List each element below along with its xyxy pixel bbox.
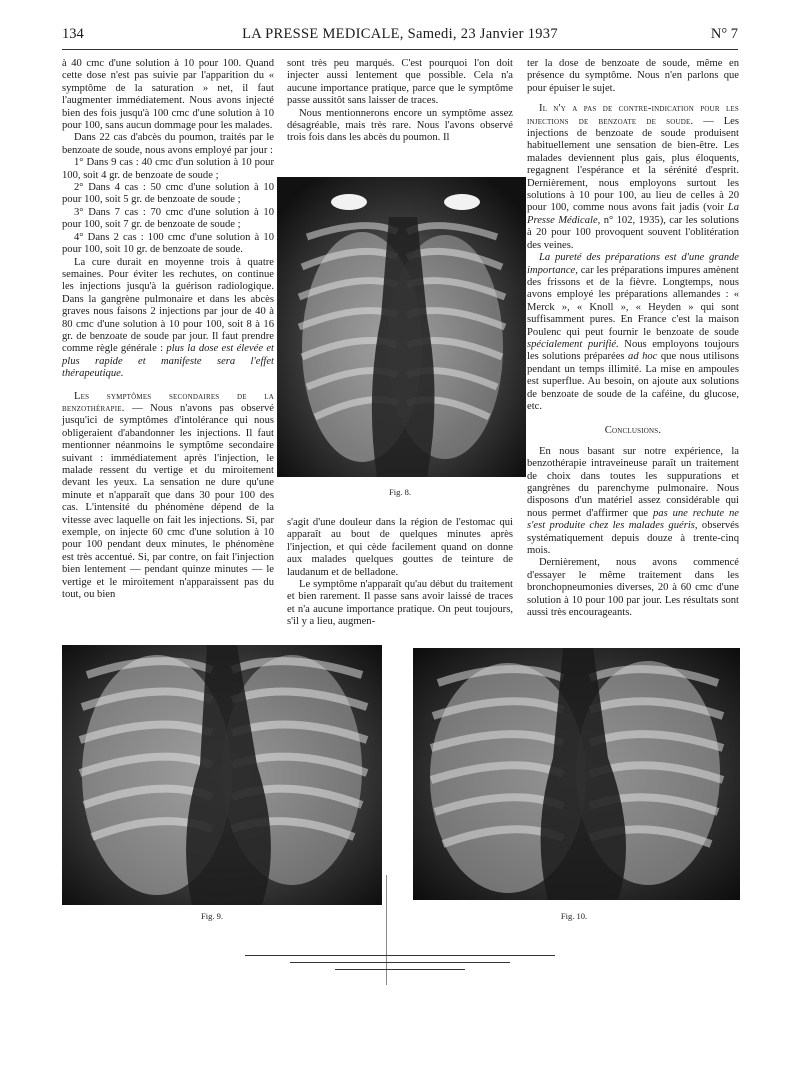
figure-9-caption: Fig. 9. <box>201 911 223 921</box>
figure-8-caption: Fig. 8. <box>389 487 411 497</box>
col1-list-item-4: 4° Dans 2 cas : 100 cmc d'une solution à 10 pour 100, soit 10 gr. de benzoate de soude. <box>62 231 274 256</box>
header-rule <box>62 49 738 50</box>
col3-paragraph-4: En nous basant sur notre expérience, la benzothérapie intraveineuse paraît un traitement de choix dans toutes les suppurations et gangrènes du parenchyme pulmonaire. Nous disposons d'un matériel assez considérable qui nous permet d'affirmer que pas une rechute ne s'est produite chez les malades guéris, observés systématiquement depuis douze à trente-cinq mois. <box>527 445 739 557</box>
column-1 <box>62 58 274 601</box>
col3-paragraph-5: Dernièrement, nous avons commencé d'essayer le même traitement dans les bronchopneumonies diverses, 20 à 60 cmc d'une solution à 10 pour 100 par jour. Les résultats sont aussi très encourageants. <box>527 557 739 619</box>
figure-10-caption: Fig. 10. <box>560 911 588 921</box>
col1-paragraph-3: La cure durait en moyenne trois à quatre semaines. Pour éviter les rechutes, on continue les injections jusqu'à la guérison radiologique. Dans la gangrène pulmonaire et dans les abcès graves nous faisons 2 injections par jour de 40 à 80 cmc d'une solution à 10 pour 100, soit 8 à 16 gr. de benzoate de soude par jour. Il faut prendre comme règle générale : plus la dose est élevée et plus rapide et manifeste sera l'effet thérapeutique. <box>62 256 274 380</box>
figure-10-xray <box>413 648 740 900</box>
col1-paragraph-2: Dans 22 cas d'abcès du poumon, traités par le benzoate de soude, nous avons employé par jour : <box>62 132 274 156</box>
section-heading-conclusions: Conclusions. <box>604 425 662 437</box>
col2-paragraph-3: s'agit d'une douleur dans la région de l'estomac qui apparaît au bout de quelques minutes après l'injection, et qui cède facilement quand on donne aux malades quelques gouttes de teinture de laudanum et de belladone. <box>287 517 513 578</box>
chest-xray-image <box>413 648 740 900</box>
page-number: 134 <box>62 26 84 42</box>
col3-paragraph-1: ter la dose de benzoate de soude, même en présence du symptôme. Nous n'en parlons que pour épuiser le sujet. <box>527 58 739 94</box>
chest-xray-image <box>277 177 526 477</box>
column-2-top <box>287 58 513 145</box>
col1-list-item-2: 2° Dans 4 cas : 50 cmc d'une solution à 10 pour 100, soit 5 gr. de benzoate de soude ; <box>62 182 274 206</box>
italic-rule: plus la dose est élevée et plus rapide et manifeste sera l'effet thérapeutique. <box>62 343 274 380</box>
issue-number: N° 7 <box>710 26 738 42</box>
col1-paragraph-1: à 40 cmc d'une solution à 10 pour 100. Quand cette dose n'est pas suivie par l'apparition du « symptôme de la saturation » net, il faut l'augmenter immédiatement. Nous avons injecté bien des fois jusqu'à 100 cmc d'une solution à 10 pour 100, sans aucun dommage pour les malades. <box>62 58 274 132</box>
figure-8-xray <box>277 177 526 477</box>
col2-paragraph-4: Le symptôme n'apparaît qu'au début du traitement et bien rarement. Il passe sans avoir laissé de traces et n'a aucune importance pratique. On peut toujours, s'il y a lieu, augmen- <box>287 579 513 628</box>
section-heading-no-contraindication: Il n'y a pas de contre-indication pour les injections de benzoate de soude. <box>527 103 739 127</box>
col1-list-item-3: 3° Dans 7 cas : 70 cmc d'une solution à 10 pour 100, soit 7 gr. de benzoate de soude ; <box>62 206 274 231</box>
col2-paragraph-1: sont très peu marqués. C'est pourquoi l'on doit injecter aussi lentement que possible. Cela n'a aucune importance pratique, parce que le symptôme passe aussitôt sans laisser de traces. <box>287 58 513 107</box>
section-heading-side-effects: Les symptômes secondaires de la benzothérapie. <box>62 390 274 414</box>
end-rule-3 <box>335 969 465 970</box>
journal-title: LA PRESSE MEDICALE, Samedi, 23 Janvier 1937 <box>242 26 558 42</box>
running-header <box>62 26 738 48</box>
col3-paragraph-2: Il n'y a pas de contre-indication pour les injections de benzoate de soude. — Les injections de benzoate de soude produisent habituellement une sensation de bien-être. Les malades deviennent plus gais, plus éloquents, regagnent l'espérance et la sérénité d'esprit. Dernièrement, nous employons surtout les solutions à 10 pour 100, au lieu de celles à 20 pour 100, comme nous avons fait jadis (voir La Presse Médicale, n° 102, 1935), car les solutions à 20 pour 100 provoquent souvent l'oblitération des veines. <box>527 103 739 251</box>
col1-list-item-1: 1° Dans 9 cas : 40 cmc d'un solution à 10 pour 100, soit 4 gr. de benzoate de soude ; <box>62 157 274 181</box>
column-2-bottom <box>287 517 513 629</box>
col2-paragraph-2: Nous mentionnerons encore un symptôme assez désagréable, mais très rare. Nous l'avons observé trois fois dans les abcès du poumon. Il <box>287 107 513 144</box>
column-3 <box>527 58 739 619</box>
figure-9-xray <box>62 645 382 905</box>
end-rule-1 <box>245 955 555 956</box>
end-rule-2 <box>290 962 510 963</box>
col1-paragraph-4: Les symptômes secondaires de la benzothérapie. — Nous n'avons pas observé jusqu'ici de symptômes d'intolérance qui nous obligeraient d'abandonner les injections. Il faut mentionner néanmoins le symptôme secondaire suivant : immédiatement après l'injection, le malade ressent du vertige et du miroitement devant les yeux. La sensation ne dure qu'une minute et n'apparaît que dans 30 pour 100 des cas. L'intensité du phénomène dépend de la vitesse avec laquelle on fait les injections. Si, par exemple, on injecte 60 cmc d'une solution à 10 pour 100 pendant deux minutes, le phénomène est très accentué. Si, par contre, on fait l'injection bien lentement — pendant quinze minutes — le vertige et le miroitement n'apparaissent pas du tout, ou bien <box>62 390 274 601</box>
chest-xray-image <box>62 645 382 905</box>
col3-paragraph-3: La pureté des préparations est d'une grande importance, car les préparations impures amènent des frissons et de la fièvre. Longtemps, nous avons employé les préparations allemandes : « Merck », « Knoll », « Heyden » qui sont suffisamment pures. En France c'est la maison Poulenc qui peut fournir le benzoate de soude spécialement purifié. Nous employons toujours les solutions préparées ad hoc que nous utilisons pendant un temps illimité. La mise en ampoules est superflue. Au besoin, on ajoute aux solutions de benzoate de soude de la caféine, du glucose, etc. <box>527 252 739 412</box>
